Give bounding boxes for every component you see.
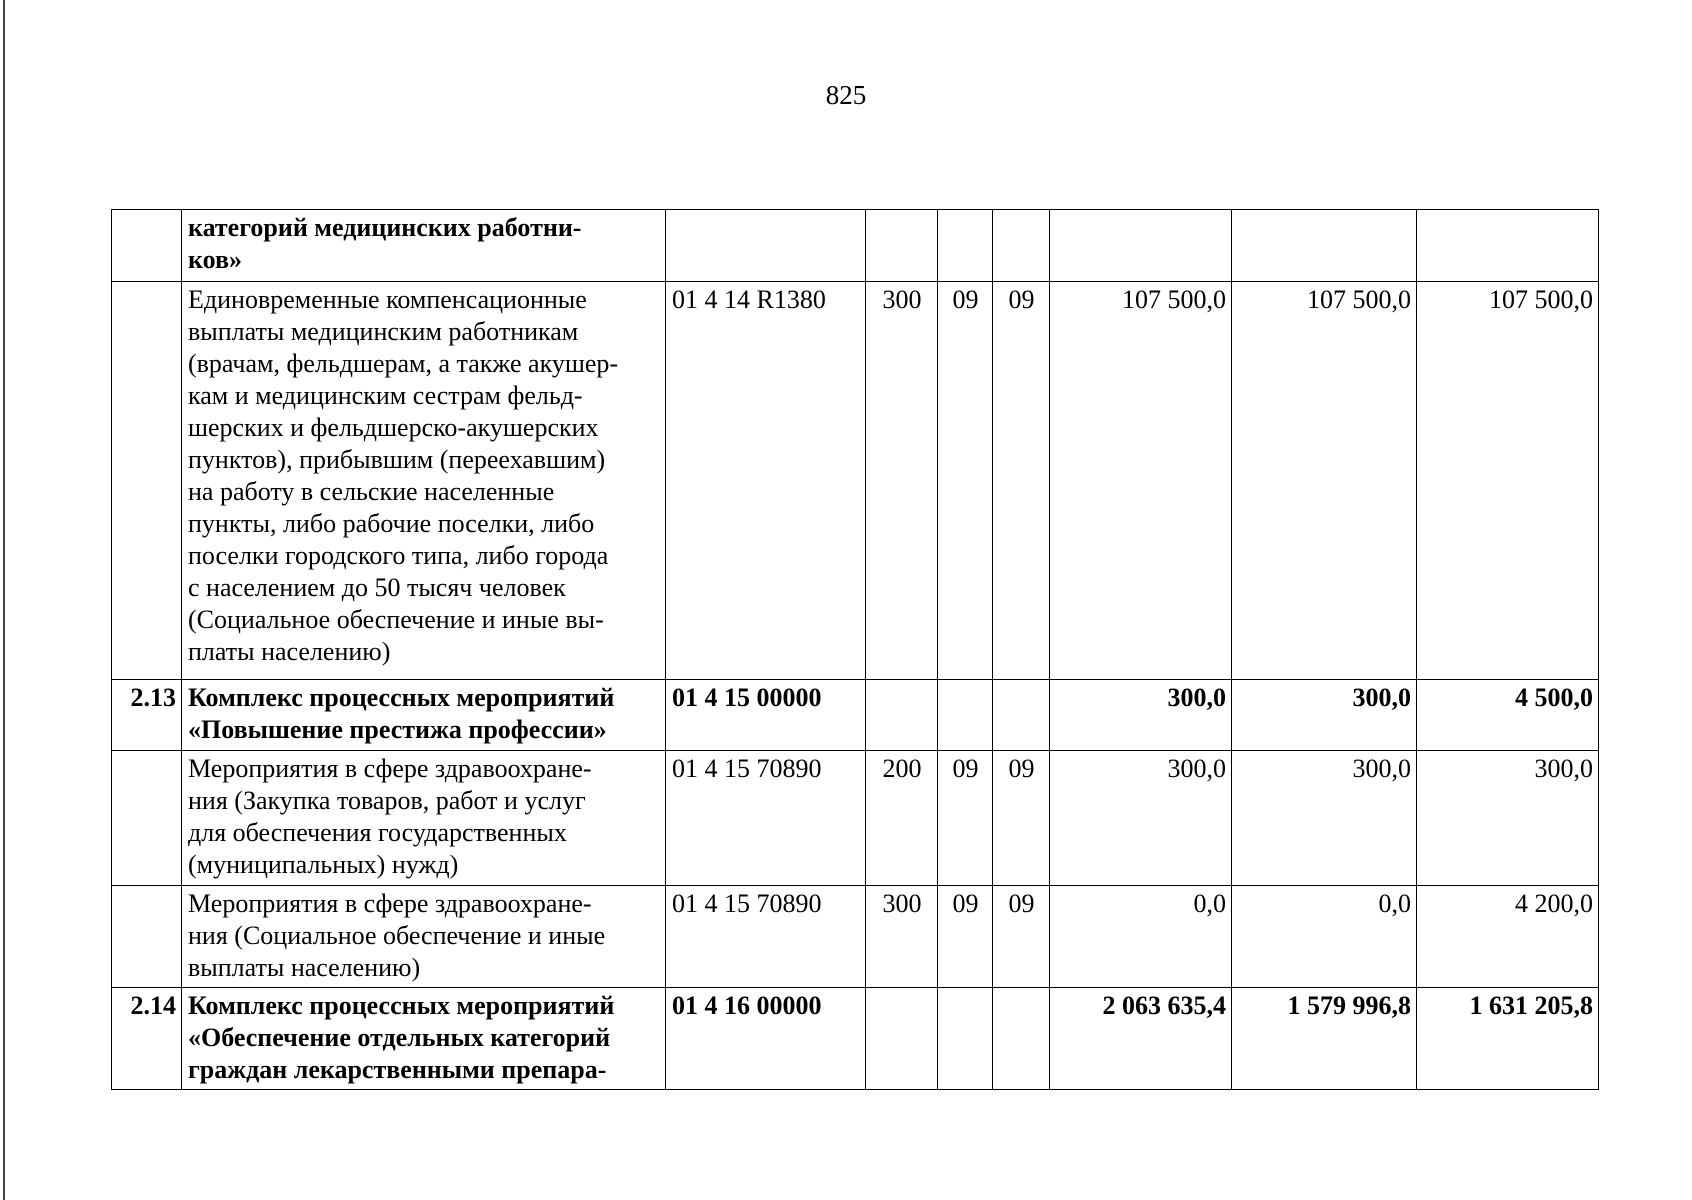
table-row (112, 282, 1599, 680)
row-name-cell: Комплекс процессных мероприятий «Повышение престижа профессии» (182, 680, 666, 751)
row-code-cell: 01 4 15 70890 (666, 886, 866, 988)
row-index-cell: 2.14 (112, 988, 182, 1090)
row-amount-3-cell: 107 500,0 (1417, 282, 1599, 680)
row-index-cell (112, 210, 182, 282)
row-expense-type-cell (866, 680, 938, 751)
row-amount-3-cell: 1 631 205,8 (1417, 988, 1599, 1090)
row-expense-type-cell (866, 988, 938, 1090)
row-name-cell: Мероприятия в сфере здравоохране- ния (Закупка товаров, работ и услуг для обеспечения государственных (муниципальных) нужд) (182, 751, 666, 886)
row-expense-type-cell: 300 (866, 886, 938, 988)
row-code-cell: 01 4 16 00000 (666, 988, 866, 1090)
row-code-cell: 01 4 15 70890 (666, 751, 866, 886)
row-amount-1-cell: 300,0 (1050, 751, 1232, 886)
row-section-cell (938, 988, 993, 1090)
row-amount-2-cell (1232, 210, 1417, 282)
row-index-cell (112, 282, 182, 680)
row-code-cell: 01 4 15 00000 (666, 680, 866, 751)
row-index-cell (112, 751, 182, 886)
row-amount-1-cell: 300,0 (1050, 680, 1232, 751)
row-code-cell (666, 210, 866, 282)
row-code-cell: 01 4 14 R1380 (666, 282, 866, 680)
row-expense-type-cell: 300 (866, 282, 938, 680)
row-name-cell: Мероприятия в сфере здравоохране- ния (Социальное обеспечение и иные выплаты населению) (182, 886, 666, 988)
row-amount-2-cell: 107 500,0 (1232, 282, 1417, 680)
row-index-cell: 2.13 (112, 680, 182, 751)
row-amount-2-cell: 300,0 (1232, 751, 1417, 886)
row-amount-3-cell: 300,0 (1417, 751, 1599, 886)
row-amount-2-cell: 0,0 (1232, 886, 1417, 988)
table-row (112, 988, 1599, 1090)
row-subsection-cell (993, 210, 1050, 282)
row-index-cell (112, 886, 182, 988)
row-section-cell: 09 (938, 282, 993, 680)
row-amount-2-cell: 1 579 996,8 (1232, 988, 1417, 1090)
table-row (112, 680, 1599, 751)
row-section-cell (938, 210, 993, 282)
budget-table-body (112, 210, 1599, 1090)
table-row (112, 751, 1599, 886)
row-amount-2-cell: 300,0 (1232, 680, 1417, 751)
row-section-cell: 09 (938, 751, 993, 886)
row-subsection-cell: 09 (993, 282, 1050, 680)
table-row (112, 210, 1599, 282)
table-row (112, 886, 1599, 988)
row-expense-type-cell (866, 210, 938, 282)
row-expense-type-cell: 200 (866, 751, 938, 886)
row-amount-1-cell: 2 063 635,4 (1050, 988, 1232, 1090)
row-name-cell: Комплекс процессных мероприятий «Обеспечение отдельных категорий граждан лекарственными препара- (182, 988, 666, 1090)
row-amount-1-cell: 107 500,0 (1050, 282, 1232, 680)
row-subsection-cell: 09 (993, 886, 1050, 988)
row-subsection-cell: 09 (993, 751, 1050, 886)
row-section-cell (938, 680, 993, 751)
row-amount-3-cell: 4 500,0 (1417, 680, 1599, 751)
row-subsection-cell (993, 988, 1050, 1090)
row-name-cell: Единовременные компенсационные выплаты медицинским работникам (врачам, фельдшерам, а также акушер- кам и медицинским сестрам фельд- шерских и фельдшерско-акушерских пунктов), прибывшим (переехавшим) на работу в сельские населенные пункты, либо рабочие поселки, либо поселки городского типа, либо города с населением до 50 тысяч человек (Социальное обеспечение и иные вы- платы населению) (182, 282, 666, 680)
page-number: 825 (825, 80, 867, 110)
row-name-cell: категорий медицинских работни- ков» (182, 210, 666, 282)
row-section-cell: 09 (938, 886, 993, 988)
row-amount-1-cell: 0,0 (1050, 886, 1232, 988)
row-amount-3-cell: 4 200,0 (1417, 886, 1599, 988)
row-subsection-cell (993, 680, 1050, 751)
row-amount-1-cell (1050, 210, 1232, 282)
budget-table (111, 209, 1599, 1090)
row-amount-3-cell (1417, 210, 1599, 282)
scan-edge-line (3, 0, 5, 1200)
